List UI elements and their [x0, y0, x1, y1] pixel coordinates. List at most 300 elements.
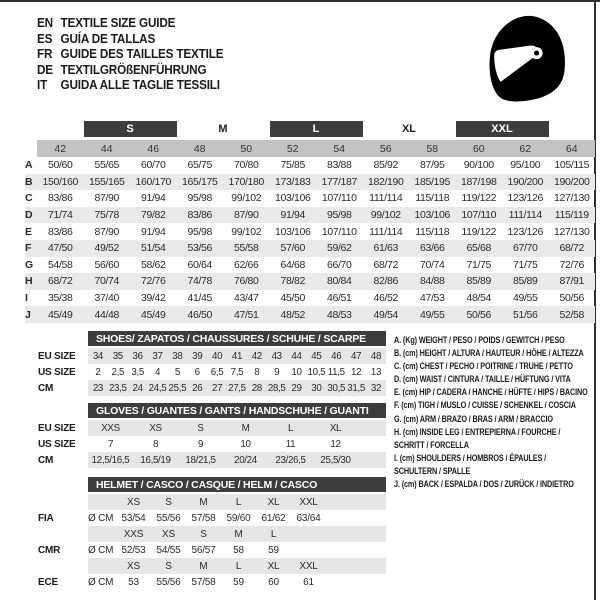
- measurement-cell: 83/88: [326, 159, 352, 172]
- size-value-cell: 11,5: [327, 366, 345, 378]
- measurement-cell: 83/86: [47, 192, 73, 205]
- helmet-value-cells: [88, 574, 386, 590]
- measurement-cell: 37/40: [94, 292, 120, 305]
- section-row-label: US SIZE: [38, 366, 76, 378]
- language-code: EN: [37, 16, 53, 30]
- measurement-cells: [37, 190, 595, 207]
- section-row-label: EU SIZE: [38, 350, 76, 362]
- measurement-cell: 85/92: [373, 159, 399, 172]
- section-row: [30, 420, 386, 436]
- measurement-cells: [37, 240, 595, 257]
- measurement-row: [25, 273, 595, 290]
- legend-item-line: C. (cm) CHEST / PECHO / POITRINE / TRUHE / PETTO: [394, 361, 573, 372]
- measurement-cell: 71/75: [466, 258, 492, 271]
- size-value-cell: XL: [329, 422, 342, 434]
- measurement-cell: 107/110: [321, 225, 357, 238]
- helmet-size-cell: M: [199, 560, 208, 572]
- helmet-value-cell: 57/58: [191, 512, 216, 524]
- measurement-cells: [37, 174, 595, 191]
- measurement-cell: 91/94: [280, 209, 306, 222]
- size-value-cell: 30,5: [327, 382, 346, 394]
- section-title-row: [30, 331, 386, 348]
- size-value-cell: 10: [240, 438, 251, 450]
- helmet-value-cell: 58: [233, 544, 244, 556]
- measurement-cell: 103/106: [274, 225, 311, 238]
- helmet-value-cell: 60: [268, 576, 279, 588]
- measurement-cell: 44/48: [94, 308, 120, 321]
- size-header-cell: 50: [240, 142, 253, 155]
- helmet-size-cell: L: [270, 528, 277, 540]
- section-row-label: US SIZE: [38, 438, 76, 450]
- measurement-cell: 111/114: [369, 192, 403, 205]
- measurement-row: [25, 223, 595, 240]
- measurement-cell: 82/86: [373, 275, 399, 288]
- size-value-cell: 47: [351, 350, 362, 362]
- row-letter: F: [25, 242, 32, 255]
- size-value-cell: 9: [197, 438, 204, 450]
- measurement-cell: 46/51: [326, 292, 352, 305]
- legend-item-line: A. (Kg) WEIGHT / PESO / POIDS / GEWITCH / PESO: [394, 335, 565, 345]
- size-value-cell: 18/21,5: [185, 454, 216, 466]
- size-header-cell: 48: [193, 142, 206, 155]
- size-value-cell: 2: [95, 366, 101, 378]
- language-code: DE: [37, 62, 53, 77]
- measurement-cell: 51/54: [140, 242, 166, 255]
- measurement-cell: 127/130: [553, 225, 590, 238]
- measurement-cell: 47/53: [419, 292, 445, 305]
- guide-title-text: GUIDE DES TAILLES TEXTILE: [60, 47, 224, 62]
- language-code: ES: [37, 31, 53, 46]
- measurement-cell: 155/165: [88, 175, 125, 188]
- measurement-cell: 111/114: [508, 209, 542, 222]
- size-value-cell: 20/24: [234, 454, 257, 466]
- size-value-cell: 16,5/19: [140, 454, 171, 466]
- size-value-cell: 25,5: [168, 382, 187, 394]
- legend-item-line: I. (cm) SHOULDERS / HOMBROS / ÉPAULES /: [394, 452, 547, 463]
- row-letter: A: [25, 159, 33, 172]
- diameter-unit-label: Ø CM: [88, 512, 114, 524]
- measurement-cell: 80/84: [326, 275, 352, 288]
- measurement-cell: 47/51: [233, 308, 259, 321]
- size-value-cell: 29: [291, 382, 302, 394]
- gloves-table-title: GLOVES / GUANTES / GANTS / HANDSCHUHE / GUANTI: [88, 403, 386, 418]
- measurement-cell: 103/106: [414, 209, 450, 222]
- measurement-cell: 85/89: [466, 275, 492, 288]
- legend-item-line: H. (cm) INSIDE LEG / ENTREPIERNA / FOURCHE /: [394, 426, 561, 437]
- guide-title-text: GUÍA DE TALLAS: [60, 31, 156, 46]
- helmet-size-cell: XL: [267, 560, 280, 572]
- measurement-cell: 61/63: [373, 242, 399, 255]
- size-header-cell: 42: [54, 142, 67, 155]
- measurement-cell: 105/115: [554, 159, 590, 172]
- helmet-size-header-cells: [88, 526, 386, 542]
- size-value-cell: 32: [370, 382, 382, 394]
- measurement-cell: 48/54: [466, 292, 492, 305]
- measurement-cell: 46/52: [373, 292, 399, 305]
- measurement-row: [25, 157, 595, 174]
- size-value-cell: 35: [112, 350, 123, 362]
- measurement-cell: 48/53: [326, 308, 352, 321]
- measurement-cell: 68/72: [373, 258, 399, 271]
- measurement-cells: [37, 207, 595, 224]
- measurement-legend: [394, 334, 595, 491]
- section-row: [30, 380, 386, 396]
- size-value-cell: 23,5: [108, 382, 127, 394]
- measurement-cell: 46/50: [187, 308, 213, 321]
- helmet-size-cell: S: [165, 560, 172, 572]
- section-row-label: CM: [38, 454, 54, 466]
- guide-title-text: GUIDA ALLE TAGLIE TESSILI: [60, 78, 220, 93]
- row-letter: I: [25, 292, 28, 305]
- size-header-cell: 58: [426, 142, 439, 155]
- measurement-row: [25, 190, 595, 207]
- size-value-cell: 9: [274, 366, 280, 378]
- measurement-cell: 70/74: [419, 258, 445, 271]
- size-value-cell: S: [197, 422, 204, 434]
- size-value-cell: 7: [107, 438, 114, 450]
- measurement-cell: 190/200: [507, 175, 543, 188]
- helmet-size-header-cells: [88, 558, 386, 574]
- size-value-cell: XS: [149, 422, 162, 434]
- size-group-cell: [25, 121, 84, 137]
- measurement-cell: 87/90: [94, 192, 120, 205]
- helmet-value-cell: 54/55: [156, 544, 181, 556]
- measurement-cell: 85/89: [512, 275, 538, 288]
- size-value-cell: 24,5: [148, 382, 167, 394]
- section-row-cells: [88, 420, 386, 436]
- size-value-cell: 44: [291, 350, 302, 362]
- section-row-cells: [88, 380, 386, 396]
- measurement-cell: 71/74: [47, 209, 73, 222]
- measurement-cells: [37, 257, 595, 274]
- measurement-cell: 83/86: [47, 225, 73, 238]
- helmet-size-cell: L: [235, 496, 242, 508]
- measurement-cell: 48/52: [280, 308, 306, 321]
- helmet-size-table: [30, 477, 386, 590]
- measurement-cell: 41/45: [187, 292, 213, 305]
- measurement-cell: 76/80: [233, 275, 259, 288]
- measurement-cell: 71/75: [512, 258, 538, 271]
- size-value-cell: 6,5: [210, 366, 224, 378]
- measurement-cell: 91/94: [140, 192, 166, 205]
- helmet-size-cell: M: [234, 528, 243, 540]
- size-value-cell: M: [241, 422, 250, 434]
- measurement-cell: 74/78: [187, 275, 213, 288]
- measurement-cell: 150/160: [42, 175, 78, 188]
- helmet-value-cell: 59: [233, 576, 244, 588]
- measurement-cell: 55/65: [94, 159, 120, 172]
- measurement-cell: 99/102: [231, 225, 262, 238]
- legend-item-line: B. (cm) HEIGHT / ALTURA / HAUTEUR / HÖHE / ALTEZZA: [394, 348, 584, 359]
- racing-helmet-icon: [487, 13, 567, 106]
- helmet-value-cell: 52/53: [121, 544, 146, 556]
- helmet-value-cell: 59/60: [226, 512, 251, 524]
- shoes-table-title: SHOES/ ZAPATOS / CHAUSSURES / SCHUHE / SCARPE: [88, 331, 386, 346]
- language-title-row: [37, 63, 223, 79]
- measurement-cell: 107/110: [461, 209, 497, 222]
- size-group-cell: XL: [401, 123, 417, 135]
- size-value-cell: 31,5: [347, 382, 365, 394]
- helmet-size-cell: XXL: [299, 560, 318, 572]
- size-header-cell: 64: [565, 142, 578, 155]
- measurement-cell: 190/200: [553, 175, 590, 188]
- size-value-cell: 13: [370, 366, 382, 378]
- size-group-cell: S: [84, 121, 177, 137]
- section-row: [30, 436, 386, 452]
- measurement-cell: 65/75: [187, 159, 213, 172]
- helmet-standard-label: ECE: [38, 576, 58, 588]
- language-title-row: [37, 16, 223, 32]
- size-value-cell: 4: [154, 366, 161, 378]
- measurement-cell: 50/56: [559, 292, 585, 305]
- size-value-cell: XXS: [101, 422, 120, 434]
- helmet-size-cell: XS: [127, 560, 140, 572]
- size-value-cell: 12,5/16,5: [91, 454, 130, 466]
- measurement-cell: 91/94: [140, 225, 166, 238]
- measurement-cell: 107/110: [321, 192, 357, 205]
- helmet-value-cell: 53/54: [121, 512, 146, 524]
- measurement-cell: 115/118: [415, 192, 450, 205]
- legend-item-line: F. (cm) TIGH / MUSLO / CUISSE / SCHENKEL / COSCIA: [394, 400, 576, 411]
- size-value-cell: 3,5: [131, 366, 144, 378]
- row-letter: D: [25, 209, 33, 222]
- measurement-cell: 60/70: [140, 159, 166, 172]
- measurement-cells: [37, 306, 595, 323]
- measurement-cell: 63/66: [419, 242, 445, 255]
- gloves-size-table: [30, 403, 386, 468]
- language-code: FR: [37, 47, 53, 62]
- section-row-cells: [88, 348, 386, 364]
- measurement-cell: 59/62: [326, 242, 352, 255]
- section-row: [30, 364, 386, 380]
- helmet-value-row: [30, 542, 386, 558]
- helmet-value-cell: 61: [303, 576, 314, 588]
- measurement-cell: 55/58: [233, 242, 259, 255]
- legend-item-line: SCHRITT / FORCELLA: [394, 439, 469, 450]
- measurement-cell: 54/58: [47, 258, 73, 271]
- measurement-cell: 165/175: [181, 175, 218, 188]
- legend-item-line: SCHULTERN / SPALLE: [394, 465, 471, 476]
- measurement-cell: 70/74: [94, 275, 120, 288]
- measurement-cell: 47/50: [47, 242, 73, 255]
- size-value-cell: 6: [194, 366, 200, 378]
- measurement-cell: 50/56: [466, 308, 492, 321]
- textile-size-table: [25, 121, 595, 323]
- size-header-cell: 56: [379, 142, 392, 155]
- size-value-cell: 2,5: [111, 366, 125, 378]
- size-value-cell: 39: [192, 350, 203, 362]
- size-value-cell: 24: [132, 382, 143, 394]
- size-value-cell: 12: [351, 366, 362, 378]
- size-value-cell: 48: [370, 350, 382, 362]
- guide-title-text: TEXTILGRÖßENFÜHRUNG: [60, 62, 207, 77]
- measurement-cell: 45/49: [140, 308, 166, 321]
- size-value-cell: 28: [251, 382, 262, 394]
- section-title-row: [30, 477, 386, 494]
- helmet-value-cells: [88, 542, 386, 558]
- helmet-value-cell: 55/56: [156, 576, 181, 588]
- row-letter: G: [25, 258, 33, 271]
- measurement-cell: 87/95: [419, 159, 445, 172]
- helmet-value-cell: 63/64: [296, 512, 321, 524]
- measurement-cell: 45/50: [280, 292, 306, 305]
- top-border-line: [0, 0, 600, 2]
- size-value-cell: 8: [152, 438, 159, 450]
- measurement-cell: 43/47: [233, 292, 259, 305]
- helmet-size-cell: L: [235, 560, 242, 572]
- measurement-cell: 49/54: [373, 308, 399, 321]
- measurement-cell: 64/68: [280, 258, 306, 271]
- measurement-cell: 177/187: [321, 175, 357, 188]
- measurement-cell: 75/85: [280, 159, 306, 172]
- diameter-unit-label: Ø CM: [88, 576, 114, 588]
- measurement-cell: 87/90: [94, 225, 120, 238]
- size-value-cell: L: [287, 422, 294, 434]
- section-row-label: EU SIZE: [38, 422, 76, 434]
- helmet-value-cell: 57/58: [191, 576, 216, 588]
- size-header-cell: 62: [519, 142, 532, 155]
- measurement-cell: 79/82: [140, 209, 166, 222]
- measurement-cell: 127/130: [553, 192, 590, 205]
- size-header-cells: [37, 140, 595, 157]
- measurement-cells: [37, 223, 595, 240]
- measurement-cell: 78/82: [280, 275, 306, 288]
- row-letter: E: [25, 225, 32, 238]
- size-group-cell: M: [218, 123, 228, 135]
- measurement-cell: 170/180: [228, 175, 264, 188]
- section-row-cells: [88, 436, 386, 452]
- size-value-cell: 43: [271, 350, 282, 362]
- section-row-cells: [88, 452, 386, 468]
- helmet-size-cell: S: [200, 528, 207, 540]
- size-value-cell: 37: [152, 350, 163, 362]
- size-value-cell: 36: [132, 350, 143, 362]
- measurement-cell: 75/78: [94, 209, 120, 222]
- helmet-size-cell: M: [199, 496, 208, 508]
- size-value-cell: 30: [311, 382, 322, 394]
- size-value-cell: 41: [231, 350, 243, 362]
- measurement-cell: 56/60: [94, 258, 120, 271]
- measurement-cell: 87/90: [233, 209, 259, 222]
- row-letter: B: [25, 175, 33, 188]
- measurement-cell: 84/88: [419, 275, 445, 288]
- measurement-cell: 115/118: [415, 225, 450, 238]
- size-value-cell: 40: [211, 350, 223, 362]
- helmet-size-cell: S: [165, 496, 172, 508]
- measurement-row: [25, 174, 595, 191]
- measurement-cell: 39/42: [140, 292, 166, 305]
- helmet-value-cell: 53: [128, 576, 139, 588]
- helmet-standard-label: FIA: [38, 512, 54, 524]
- size-header-cell: 44: [100, 142, 113, 155]
- measurement-row: [25, 257, 595, 274]
- measurement-cell: 95/98: [187, 192, 213, 205]
- helmet-size-header-row: [30, 494, 386, 510]
- helmet-size-cell: XS: [162, 528, 175, 540]
- shoes-size-table: [30, 331, 386, 396]
- measurement-cell: 95/98: [326, 209, 352, 222]
- measurement-cell: 160/170: [135, 175, 171, 188]
- size-value-cell: 38: [172, 350, 183, 362]
- helmet-table-title: HELMET / CASCO / CASQUE / HELM / CASCO: [88, 477, 386, 492]
- measurement-cell: 50/60: [47, 159, 73, 172]
- size-value-cell: 23/26,5: [275, 454, 306, 466]
- language-title-row: [37, 47, 223, 63]
- size-value-cell: 12: [330, 438, 341, 450]
- helmet-value-cell: 59: [268, 544, 279, 556]
- measurement-cell: 72/76: [559, 258, 585, 271]
- size-value-cell: 46: [331, 350, 342, 362]
- measurement-cell: 182/190: [367, 175, 404, 188]
- measurement-row: [25, 207, 595, 224]
- measurement-cell: 111/114: [369, 225, 403, 238]
- diameter-unit-label: Ø CM: [88, 544, 114, 556]
- measurement-cell: 51/56: [512, 308, 538, 321]
- language-title-list: [37, 16, 223, 94]
- size-group-header-row: [25, 121, 595, 140]
- measurement-cell: 67/70: [512, 242, 538, 255]
- measurement-cell: 35/38: [47, 292, 73, 305]
- measurement-cell: 185/195: [414, 175, 450, 188]
- row-letter: C: [25, 192, 33, 205]
- measurement-cell: 173/183: [274, 175, 311, 188]
- measurement-cell: 123/126: [507, 225, 543, 238]
- size-value-cell: 42: [251, 350, 262, 362]
- helmet-size-header-row: [30, 526, 386, 542]
- row-letter: J: [25, 308, 31, 321]
- measurement-cell: 68/72: [559, 242, 585, 255]
- legend-item-line: J. (cm) BACK / ESPALDA / DOS / ZURÜCK / INDIETRO: [394, 479, 574, 490]
- measurement-cell: 99/102: [231, 192, 262, 205]
- measurement-cell: 52/58: [559, 308, 585, 321]
- measurement-cell: 103/106: [274, 192, 311, 205]
- measurement-cell: 66/70: [326, 258, 352, 271]
- measurement-cells: [37, 157, 595, 174]
- size-header-cell: 60: [472, 142, 485, 155]
- size-group-cell: [549, 121, 596, 137]
- measurement-cell: 95/98: [187, 225, 213, 238]
- helmet-value-row: [30, 510, 386, 526]
- size-value-cell: 27: [211, 382, 223, 394]
- measurement-cells: [37, 290, 595, 307]
- measurement-row: [25, 240, 595, 257]
- helmet-value-row: [30, 574, 386, 590]
- helmet-value-cells: [88, 510, 386, 526]
- measurement-cell: 65/68: [466, 242, 492, 255]
- measurement-cell: 49/55: [512, 292, 538, 305]
- language-code: IT: [37, 78, 48, 93]
- measurement-cell: 115/119: [554, 209, 589, 222]
- measurement-cell: 87/91: [559, 275, 585, 288]
- size-value-cell: 23: [92, 382, 104, 394]
- measurement-cell: 123/126: [507, 192, 543, 205]
- helmet-size-cell: XXL: [299, 496, 318, 508]
- measurement-cell: 49/55: [419, 308, 445, 321]
- size-value-cell: 8: [254, 366, 260, 378]
- language-title-row: [37, 78, 223, 94]
- legend-item-line: D. (cm) WAIST / CINTURA / TAILLE / HÜFTUNG / VITA: [394, 374, 571, 385]
- measurement-cells: [37, 273, 595, 290]
- legend-item-line: G. (cm) ARM / BRAZO / BRAS / ARM / BRACCIO: [394, 413, 553, 424]
- helmet-size-header-cells: [88, 494, 386, 510]
- helmet-size-cell: XS: [127, 496, 140, 508]
- helmet-size-cell: XL: [267, 496, 280, 508]
- size-value-cell: 10: [291, 366, 302, 378]
- measurement-cell: 119/122: [461, 225, 497, 238]
- measurement-cell: 57/60: [280, 242, 306, 255]
- measurement-cell: 70/80: [233, 159, 259, 172]
- measurement-cell: 45/49: [47, 308, 73, 321]
